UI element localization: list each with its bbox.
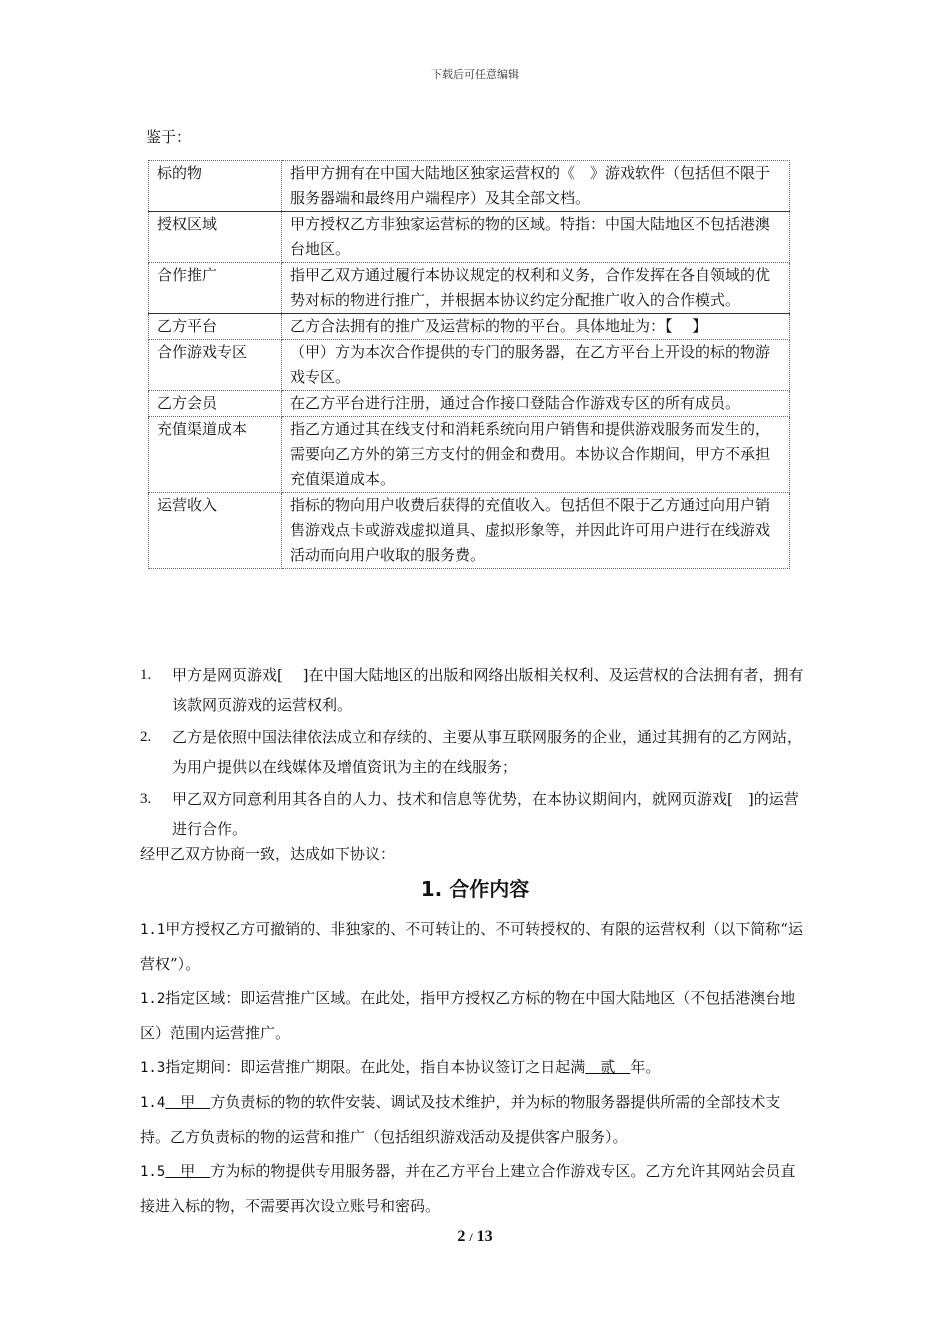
current-page: 2	[457, 1228, 466, 1245]
agreement-intro: 经甲乙双方协商一致，达成如下协议：	[140, 845, 396, 863]
recitals-list	[140, 660, 810, 846]
definition-term: 乙方平台	[149, 314, 282, 340]
definition-desc: 指甲方拥有在中国大陆地区独家运营权的《 》游戏软件（包括但不限于服务器端和最终用户端程序）及其全部文档。	[282, 161, 790, 212]
page-header: 下载后可任意编辑	[431, 68, 519, 81]
definition-row	[149, 263, 790, 314]
clause-1-2	[140, 981, 808, 1050]
definition-row	[149, 161, 790, 212]
clauses	[140, 912, 808, 1223]
page-separator: /	[469, 1230, 473, 1244]
definition-row	[149, 212, 790, 263]
list-number: 3.	[140, 791, 152, 807]
definition-desc: 指标的物向用户收费后获得的充值收入。包括但不限于乙方通过向用户销售游戏点卡或游戏虚拟道具、虚拟形象等，并因此许可用户进行在线游戏活动而向用户收取的服务费。	[282, 493, 790, 569]
list-text: 乙方是依照中国法律依法成立和存续的、主要从事互联网服务的企业，通过其拥有的乙方网站，为用户提供以在线媒体及增值资讯为主的在线服务；	[172, 728, 803, 776]
definition-term: 合作游戏专区	[149, 340, 282, 391]
definition-desc: 在乙方平台进行注册，通过合作接口登陆合作游戏专区的所有成员。	[282, 391, 790, 417]
clause-1-4	[140, 1085, 808, 1154]
definition-row	[149, 340, 790, 391]
clause-number: 1.1	[140, 922, 166, 938]
definition-row	[149, 417, 790, 493]
definition-term: 合作推广	[149, 263, 282, 314]
clause-text: 指定区域：即运营推广区域。在此处，指甲方授权乙方标的物在中国大陆地区（不包括港澳台地区）范围内运营推广。	[140, 989, 796, 1042]
underlined-blank: 贰	[585, 1058, 631, 1076]
clause-number: 1.5	[140, 1164, 166, 1180]
list-item	[140, 722, 810, 782]
list-text: 甲乙双方同意利用其各自的人力、技术和信息等优势，在本协议期间内，就网页游戏[ ]的运营进行合作。	[172, 790, 799, 838]
definitions-table	[148, 160, 790, 569]
definition-desc: 乙方合法拥有的推广及运营标的物的平台。具体地址为：【 】	[282, 314, 790, 340]
definition-term: 乙方会员	[149, 391, 282, 417]
clause-text: 年。	[630, 1058, 661, 1076]
section-title: 1. 合作内容	[420, 877, 530, 901]
clause-number: 1.3	[140, 1060, 166, 1076]
clause-1-5	[140, 1154, 808, 1223]
clause-number: 1.4	[140, 1095, 166, 1111]
definition-desc: 指甲乙双方通过履行本协议规定的权利和义务，合作发挥在各自领域的优势对标的物进行推广，并根据本协议约定分配推广收入的合作模式。	[282, 263, 790, 314]
definition-term: 充值渠道成本	[149, 417, 282, 493]
underlined-blank: 甲	[165, 1093, 211, 1111]
clause-text: 指定期间：即运营推广期限。在此处，指自本协议签订之日起满	[165, 1058, 586, 1076]
list-item	[140, 660, 810, 720]
definition-desc: 甲方授权乙方非独家运营标的物的区域。特指：中国大陆地区不包括港澳台地区。	[282, 212, 790, 263]
definition-term: 运营收入	[149, 493, 282, 569]
clause-1-3	[140, 1050, 808, 1085]
clause-text: 甲方授权乙方可撤销的、非独家的、不可转让的、不可转授权的、有限的运营权利（以下简称“运营权”）。	[140, 920, 803, 973]
list-number: 1.	[140, 667, 152, 683]
definition-row	[149, 391, 790, 417]
definition-term: 授权区域	[149, 212, 282, 263]
definition-desc: （甲）方为本次合作提供的专门的服务器，在乙方平台上开设的标的物游戏专区。	[282, 340, 790, 391]
list-number: 2.	[140, 729, 152, 745]
total-pages: 13	[476, 1228, 493, 1245]
clause-1-1	[140, 912, 808, 981]
definition-term: 标的物	[149, 161, 282, 212]
list-item	[140, 784, 810, 844]
page-number	[0, 1228, 950, 1246]
underlined-blank: 甲	[165, 1162, 211, 1180]
definition-row	[149, 493, 790, 569]
list-text: 甲方是网页游戏[ ]在中国大陆地区的出版和网络出版相关权利、及运营权的合法拥有者，拥有该款网页游戏的运营权利。	[172, 666, 804, 714]
definition-desc: 指乙方通过其在线支付和消耗系统向用户销售和提供游戏服务而发生的，需要向乙方外的第三方支付的佣金和费用。本协议合作期间，甲方不承担充值渠道成本。	[282, 417, 790, 493]
clause-number: 1.2	[140, 991, 166, 1007]
definition-row	[149, 314, 790, 340]
recitals-lead: 鉴于：	[146, 128, 192, 146]
clause-text: 方负责标的物的软件安装、调试及技术维护，并为标的物服务器提供所需的全部技术支持。乙方负责标的物的运营和推广（包括组织游戏活动及提供客户服务）。	[140, 1093, 781, 1146]
clause-text: 方为标的物提供专用服务器，并在乙方平台上建立合作游戏专区。乙方允许其网站会员直接进入标的物，不需要再次设立账号和密码。	[140, 1162, 796, 1215]
